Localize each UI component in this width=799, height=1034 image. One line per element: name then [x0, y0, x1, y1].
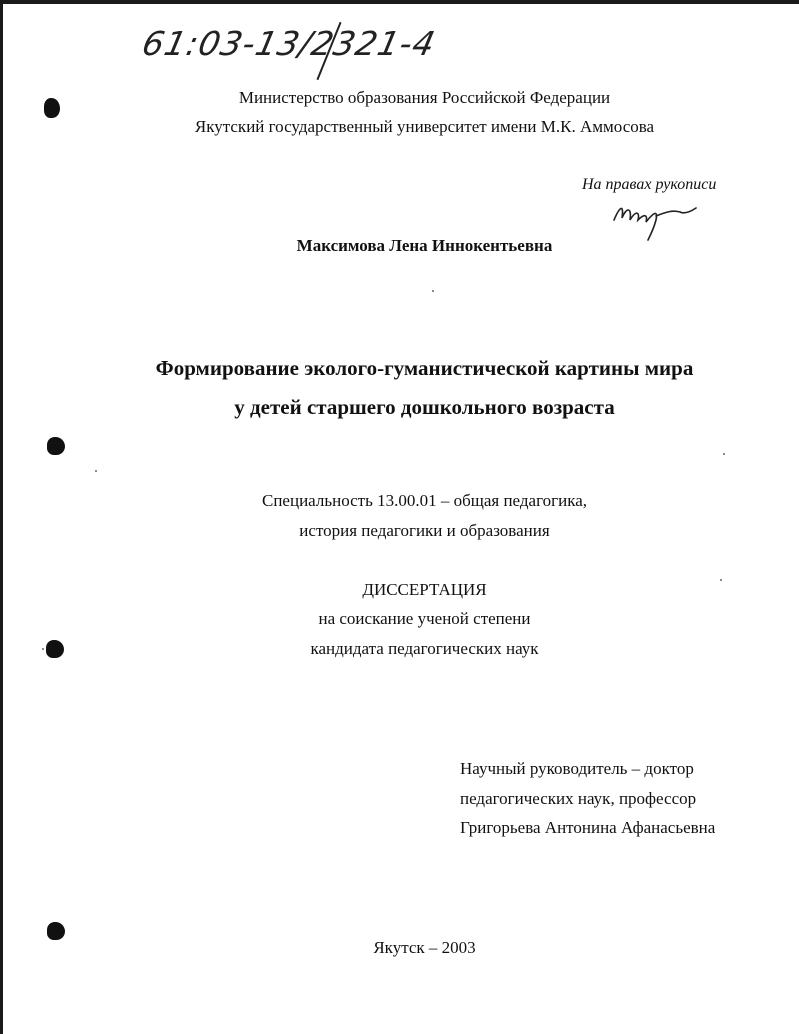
university-name: Якутский государственный университет имени М.К. Аммосова [194, 117, 655, 136]
manuscript-rights: На правах рукописи [582, 176, 717, 193]
dissertation-title-line2: у детей старшего дошкольного возраста [234, 395, 615, 419]
ministry-name: Министерство образования Российской Федерации [238, 88, 611, 107]
place-year: Якутск – 2003 [373, 938, 476, 957]
dissertation-title-line1: Формирование эколого-гуманистической картины мира [155, 356, 694, 380]
scan-border-top [0, 0, 799, 4]
degree-line1: на соискание ученой степени [318, 609, 531, 628]
scan-border-left [0, 0, 3, 1034]
binder-hole [47, 437, 65, 455]
scan-speck [432, 290, 434, 292]
scan-speck [95, 470, 97, 472]
advisor-name: Григорьева Антонина Афанасьевна [460, 818, 716, 837]
scan-speck [723, 453, 725, 455]
specialty-line2: история педагогики и образования [299, 521, 550, 540]
advisor-line1: Научный руководитель – доктор [460, 759, 694, 778]
document-type: ДИССЕРТАЦИЯ [362, 580, 487, 599]
registration-number: 61:03-13/2321-4 [138, 24, 440, 63]
author-name: Максимова Лена Иннокентьевна [296, 236, 553, 255]
specialty-line1: Специальность 13.00.01 – общая педагогика, [262, 491, 587, 510]
degree-line2: кандидата педагогических наук [310, 639, 539, 658]
advisor-line2: педагогических наук, профессор [460, 789, 697, 808]
